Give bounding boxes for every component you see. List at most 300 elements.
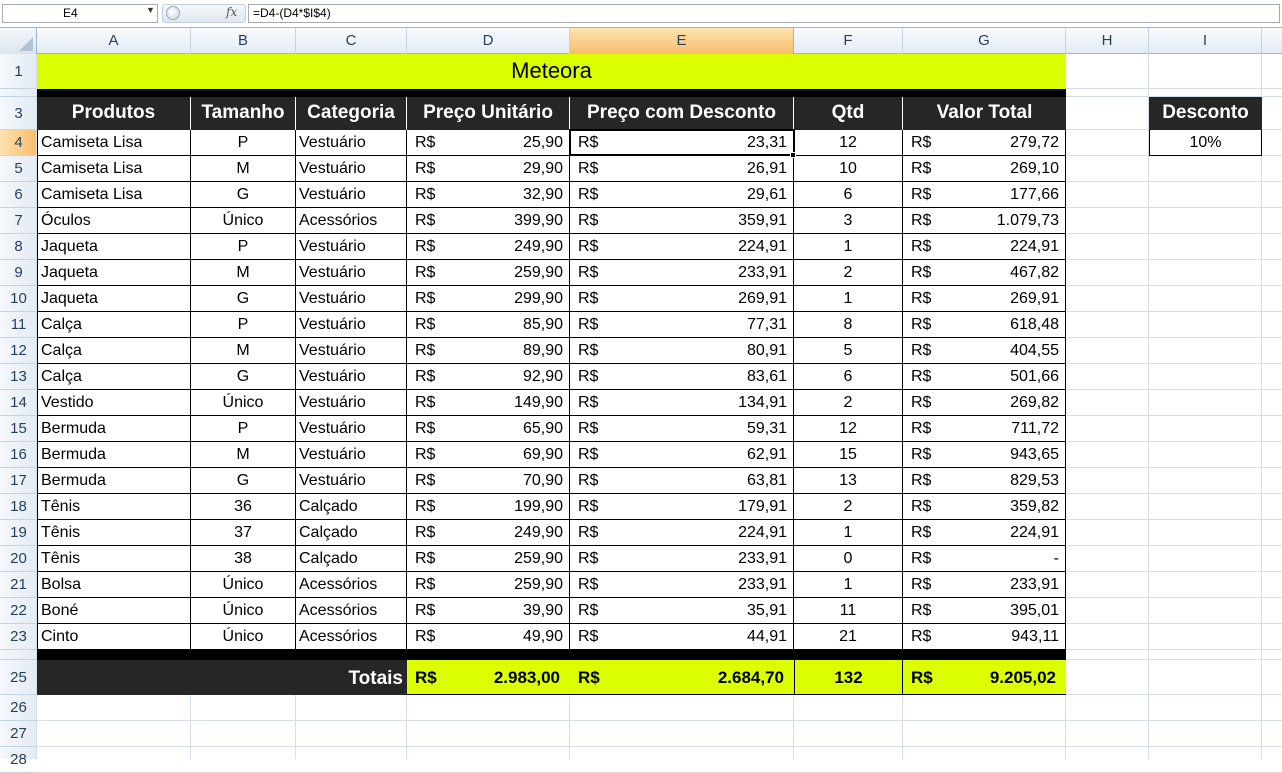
currency-symbol: R$ <box>911 628 932 645</box>
cell-produto[interactable]: Calça <box>37 364 191 390</box>
name-box[interactable]: E4 <box>2 4 158 23</box>
amount: 467,82 <box>1010 264 1059 281</box>
cell-produto[interactable]: Calça <box>37 338 191 364</box>
currency-symbol: R$ <box>911 524 932 541</box>
cell-tamanho[interactable]: 38 <box>191 546 296 572</box>
cell-preco-unitario[interactable] <box>407 338 570 364</box>
row-header-3[interactable]: 3 <box>0 97 37 130</box>
amount: 39,90 <box>522 602 563 619</box>
cell-qtd[interactable]: 2 <box>794 494 903 520</box>
cell-produto[interactable]: Camiseta Lisa <box>37 182 191 208</box>
row-header-10[interactable]: 10 <box>0 286 37 312</box>
amount: 404,55 <box>1010 342 1059 359</box>
total-qtd[interactable]: 132 <box>794 660 903 695</box>
cell-tamanho[interactable]: P <box>191 312 296 338</box>
cell-preco-desconto[interactable] <box>570 442 794 468</box>
currency-symbol: R$ <box>578 316 599 333</box>
currency-symbol: R$ <box>578 342 599 359</box>
currency-symbol: R$ <box>911 668 933 687</box>
gridline <box>1148 54 1149 759</box>
cell-tamanho[interactable]: 36 <box>191 494 296 520</box>
cell-produto[interactable]: Bolsa <box>37 572 191 598</box>
cell-preco-unitario[interactable] <box>407 546 570 572</box>
cell-categoria[interactable]: Vestuário <box>296 286 407 312</box>
cell-qtd[interactable]: 1 <box>794 286 903 312</box>
cell-preco-unitario[interactable] <box>407 312 570 338</box>
amount: 359,91 <box>738 212 787 229</box>
row-header-14[interactable]: 14 <box>0 390 37 416</box>
sheet-title[interactable]: Meteora <box>37 54 1066 89</box>
cell-preco-desconto[interactable] <box>570 572 794 598</box>
cell-qtd[interactable]: 8 <box>794 312 903 338</box>
row-header-22[interactable]: 22 <box>0 598 37 624</box>
amount: 63,81 <box>746 472 787 489</box>
formula-input[interactable]: =D4-(D4*$I$4) <box>248 4 1280 23</box>
cell-valor-total[interactable] <box>903 572 1066 598</box>
cell-categoria[interactable]: Acessórios <box>296 208 407 234</box>
currency-symbol: R$ <box>578 238 599 255</box>
cell-preco-unitario[interactable] <box>407 234 570 260</box>
cell-categoria[interactable]: Vestuário <box>296 416 407 442</box>
amount: 233,91 <box>738 264 787 281</box>
amount: 224,91 <box>1010 524 1059 541</box>
currency-symbol: R$ <box>578 134 599 151</box>
currency-symbol: R$ <box>578 602 599 619</box>
currency-symbol: R$ <box>911 394 932 411</box>
cell-produto[interactable]: Bermuda <box>37 416 191 442</box>
cell-valor-total[interactable] <box>903 598 1066 624</box>
cell-qtd[interactable]: 2 <box>794 260 903 286</box>
cell-categoria[interactable]: Vestuário <box>296 234 407 260</box>
cell-preco-desconto[interactable] <box>570 286 794 312</box>
cell-produto[interactable]: Boné <box>37 598 191 624</box>
cell-valor-total[interactable] <box>903 546 1066 572</box>
amount: 1.079,73 <box>996 212 1059 229</box>
row-header-11[interactable]: 11 <box>0 312 37 338</box>
cell-valor-total[interactable] <box>903 130 1066 156</box>
header-valor-total[interactable]: Valor Total <box>903 97 1066 130</box>
select-all-button[interactable] <box>0 28 37 54</box>
amount: 269,91 <box>738 290 787 307</box>
column-header-f[interactable]: F <box>794 28 903 54</box>
amount: 35,91 <box>746 602 787 619</box>
select-all-icon <box>19 37 33 51</box>
amount: 199,90 <box>514 498 563 515</box>
cell-preco-desconto[interactable] <box>570 416 794 442</box>
amount: 249,90 <box>514 524 563 541</box>
cell-preco-desconto[interactable] <box>570 520 794 546</box>
cell-valor-total[interactable] <box>903 156 1066 182</box>
cell-valor-total[interactable] <box>903 286 1066 312</box>
currency-symbol: R$ <box>578 472 599 489</box>
cell-preco-desconto[interactable] <box>570 182 794 208</box>
cell-categoria[interactable]: Vestuário <box>296 312 407 338</box>
cell-preco-unitario[interactable] <box>407 520 570 546</box>
currency-symbol: R$ <box>415 238 436 255</box>
discount-header[interactable]: Desconto <box>1149 97 1262 130</box>
currency-symbol: R$ <box>578 290 599 307</box>
cell-preco-desconto[interactable] <box>570 624 794 650</box>
cell-tamanho[interactable]: G <box>191 286 296 312</box>
cell-tamanho[interactable]: G <box>191 364 296 390</box>
currency-symbol: R$ <box>578 628 599 645</box>
insert-function-icon[interactable]: fx <box>226 5 238 19</box>
cell-categoria[interactable]: Vestuário <box>296 156 407 182</box>
cell-produto[interactable]: Tênis <box>37 520 191 546</box>
fill-handle[interactable] <box>790 152 796 158</box>
currency-symbol: R$ <box>415 602 436 619</box>
currency-symbol: R$ <box>578 264 599 281</box>
currency-symbol: R$ <box>911 420 932 437</box>
cell-preco-unitario[interactable] <box>407 416 570 442</box>
cell-preco-desconto[interactable] <box>570 390 794 416</box>
cell-categoria[interactable]: Acessórios <box>296 624 407 650</box>
cell-qtd[interactable]: 1 <box>794 234 903 260</box>
currency-symbol: R$ <box>415 668 437 687</box>
cell-produto[interactable]: Óculos <box>37 208 191 234</box>
cell-categoria[interactable]: Vestuário <box>296 442 407 468</box>
row-header-7[interactable]: 7 <box>0 208 37 234</box>
column-header-g[interactable]: G <box>903 28 1066 54</box>
header-categoria[interactable]: Categoria <box>296 97 407 130</box>
cell-preco-unitario[interactable] <box>407 624 570 650</box>
cell-valor-total[interactable] <box>903 494 1066 520</box>
amount: 44,91 <box>746 628 787 645</box>
cell-preco-desconto[interactable] <box>570 364 794 390</box>
row-header-8[interactable]: 8 <box>0 234 37 260</box>
amount: 85,90 <box>522 316 563 333</box>
cell-produto[interactable]: Jaqueta <box>37 260 191 286</box>
cell-preco-unitario[interactable] <box>407 442 570 468</box>
amount: 299,90 <box>514 290 563 307</box>
cell-preco-desconto[interactable] <box>570 156 794 182</box>
amount: 943,65 <box>1010 446 1059 463</box>
cell-categoria[interactable]: Vestuário <box>296 338 407 364</box>
currency-symbol: R$ <box>578 446 599 463</box>
header-preco-unitario[interactable]: Preço Unitário <box>407 97 570 130</box>
currency-symbol: R$ <box>415 420 436 437</box>
currency-symbol: R$ <box>415 576 436 593</box>
cell-tamanho[interactable]: Único <box>191 208 296 234</box>
cell-qtd[interactable]: 6 <box>794 364 903 390</box>
amount: 259,90 <box>514 550 563 567</box>
title-separator <box>37 89 1066 97</box>
cell-valor-total[interactable] <box>903 520 1066 546</box>
cell-preco-unitario[interactable] <box>407 260 570 286</box>
amount: 29,61 <box>746 186 787 203</box>
header-tamanho[interactable]: Tamanho <box>191 97 296 130</box>
cell-valor-total[interactable] <box>903 442 1066 468</box>
cell-tamanho[interactable]: 37 <box>191 520 296 546</box>
row-header-6[interactable]: 6 <box>0 182 37 208</box>
row-header-28[interactable]: 28 <box>0 747 37 773</box>
cell-produto[interactable]: Cinto <box>37 624 191 650</box>
cell-categoria[interactable]: Vestuário <box>296 390 407 416</box>
cell-preco-desconto[interactable] <box>570 598 794 624</box>
cell-preco-unitario[interactable] <box>407 208 570 234</box>
cell-preco-unitario[interactable] <box>407 468 570 494</box>
amount: 70,90 <box>522 472 563 489</box>
cell-preco-desconto[interactable] <box>570 312 794 338</box>
row-header-19[interactable]: 19 <box>0 520 37 546</box>
total-preco-desconto[interactable] <box>570 660 794 695</box>
total-preco-unitario[interactable] <box>407 660 570 695</box>
currency-symbol: R$ <box>415 134 436 151</box>
cell-qtd[interactable]: 12 <box>794 130 903 156</box>
row-header-16[interactable]: 16 <box>0 442 37 468</box>
row-header-1[interactable]: 1 <box>0 54 37 89</box>
cell-produto[interactable]: Calça <box>37 312 191 338</box>
cell-valor-total[interactable] <box>903 624 1066 650</box>
cell-tamanho[interactable]: Único <box>191 624 296 650</box>
chevron-down-icon[interactable]: ▼ <box>146 5 155 15</box>
cell-preco-desconto[interactable] <box>570 494 794 520</box>
cell-preco-unitario[interactable] <box>407 156 570 182</box>
cell-qtd[interactable]: 1 <box>794 520 903 546</box>
currency-symbol: R$ <box>415 186 436 203</box>
cell-preco-desconto[interactable] <box>570 546 794 572</box>
amount: 249,90 <box>514 238 563 255</box>
currency-symbol: R$ <box>415 446 436 463</box>
amount: - <box>1053 550 1059 567</box>
amount: 279,72 <box>1010 134 1059 151</box>
amount: 269,10 <box>1010 160 1059 177</box>
currency-symbol: R$ <box>578 420 599 437</box>
cell-produto[interactable]: Camiseta Lisa <box>37 156 191 182</box>
amount: 618,48 <box>1010 316 1059 333</box>
cell-qtd[interactable]: 5 <box>794 338 903 364</box>
column-header-c[interactable]: C <box>296 28 407 54</box>
amount: 77,31 <box>746 316 787 333</box>
amount: 49,90 <box>522 628 563 645</box>
currency-symbol: R$ <box>578 576 599 593</box>
currency-symbol: R$ <box>415 524 436 541</box>
column-header-b[interactable]: B <box>191 28 296 54</box>
cell-preco-desconto[interactable] <box>570 260 794 286</box>
cell-valor-total[interactable] <box>903 416 1066 442</box>
cell-qtd[interactable]: 2 <box>794 390 903 416</box>
currency-symbol: R$ <box>911 238 932 255</box>
worksheet-grid[interactable] <box>0 54 1282 759</box>
cell-valor-total[interactable] <box>903 338 1066 364</box>
cell-tamanho[interactable]: P <box>191 416 296 442</box>
currency-symbol: R$ <box>415 628 436 645</box>
cell-produto[interactable]: Tênis <box>37 546 191 572</box>
cell-preco-unitario[interactable] <box>407 390 570 416</box>
currency-symbol: R$ <box>911 576 932 593</box>
cell-preco-unitario[interactable] <box>407 572 570 598</box>
cell-valor-total[interactable] <box>903 182 1066 208</box>
column-header-d[interactable]: D <box>407 28 570 54</box>
currency-symbol: R$ <box>415 160 436 177</box>
column-header-e[interactable]: E <box>570 28 794 54</box>
currency-symbol: R$ <box>911 134 932 151</box>
amount: 233,91 <box>738 550 787 567</box>
cell-produto[interactable]: Jaqueta <box>37 234 191 260</box>
amount: 23,31 <box>746 134 787 151</box>
cell-produto[interactable]: Vestido <box>37 390 191 416</box>
currency-symbol: R$ <box>415 550 436 567</box>
cell-valor-total[interactable] <box>903 312 1066 338</box>
cell-qtd[interactable]: 12 <box>794 416 903 442</box>
amount: 92,90 <box>522 368 563 385</box>
currency-symbol: R$ <box>911 186 932 203</box>
cell-tamanho[interactable]: Único <box>191 390 296 416</box>
currency-symbol: R$ <box>911 290 932 307</box>
amount: 62,91 <box>746 446 787 463</box>
amount: 177,66 <box>1010 186 1059 203</box>
cell-categoria[interactable]: Vestuário <box>296 468 407 494</box>
cell-preco-desconto[interactable] <box>570 234 794 260</box>
cell-categoria[interactable]: Vestuário <box>296 260 407 286</box>
cell-categoria[interactable]: Calçado <box>296 494 407 520</box>
cell-preco-desconto[interactable] <box>570 208 794 234</box>
cell-qtd[interactable]: 1 <box>794 572 903 598</box>
row-header-25[interactable]: 25 <box>0 660 37 695</box>
cell-preco-unitario[interactable] <box>407 130 570 156</box>
cell-valor-total[interactable] <box>903 390 1066 416</box>
currency-symbol: R$ <box>911 160 932 177</box>
totals-label[interactable]: Totais <box>37 660 407 695</box>
row-header-20[interactable]: 20 <box>0 546 37 572</box>
total-valor-total[interactable] <box>903 660 1066 695</box>
cell-qtd[interactable]: 21 <box>794 624 903 650</box>
cell-tamanho[interactable]: G <box>191 468 296 494</box>
row-header-17[interactable]: 17 <box>0 468 37 494</box>
currency-symbol: R$ <box>911 602 932 619</box>
cell-qtd[interactable]: 15 <box>794 442 903 468</box>
cell-valor-total[interactable] <box>903 208 1066 234</box>
cell-categoria[interactable]: Vestuário <box>296 182 407 208</box>
cell-categoria[interactable]: Vestuário <box>296 364 407 390</box>
amount: 829,53 <box>1010 472 1059 489</box>
row-header-26[interactable]: 26 <box>0 695 37 721</box>
cell-preco-unitario[interactable] <box>407 598 570 624</box>
cell-tamanho[interactable]: Único <box>191 572 296 598</box>
currency-symbol: R$ <box>415 316 436 333</box>
cell-tamanho[interactable]: M <box>191 260 296 286</box>
row-header-23[interactable]: 23 <box>0 624 37 650</box>
cell-preco-desconto[interactable] <box>570 468 794 494</box>
cell-tamanho[interactable]: Único <box>191 598 296 624</box>
currency-symbol: R$ <box>578 160 599 177</box>
amount: 26,91 <box>746 160 787 177</box>
row-header-9[interactable]: 9 <box>0 260 37 286</box>
cell-valor-total[interactable] <box>903 468 1066 494</box>
amount: 269,82 <box>1010 394 1059 411</box>
cell-valor-total[interactable] <box>903 260 1066 286</box>
cell-categoria[interactable]: Calçado <box>296 520 407 546</box>
row-header-13[interactable]: 13 <box>0 364 37 390</box>
row-header-21[interactable]: 21 <box>0 572 37 598</box>
cell-produto[interactable]: Jaqueta <box>37 286 191 312</box>
column-header-a[interactable]: A <box>37 28 191 54</box>
cell-tamanho[interactable]: G <box>191 182 296 208</box>
cell-valor-total[interactable] <box>903 234 1066 260</box>
cell-preco-unitario[interactable] <box>407 364 570 390</box>
amount: 59,31 <box>746 420 787 437</box>
amount: 233,91 <box>1010 576 1059 593</box>
currency-symbol: R$ <box>911 368 932 385</box>
cell-produto[interactable]: Camiseta Lisa <box>37 130 191 156</box>
cell-qtd[interactable]: 10 <box>794 156 903 182</box>
currency-symbol: R$ <box>415 264 436 281</box>
cell-qtd[interactable]: 6 <box>794 182 903 208</box>
cell-produto[interactable]: Bermuda <box>37 468 191 494</box>
amount: 711,72 <box>1011 420 1059 437</box>
cell-qtd[interactable]: 3 <box>794 208 903 234</box>
currency-symbol: R$ <box>415 498 436 515</box>
header-qtd[interactable]: Qtd <box>794 97 903 130</box>
cell-tamanho[interactable]: M <box>191 156 296 182</box>
formula-bar-resize-handle[interactable] <box>166 6 180 20</box>
cell-preco-desconto[interactable] <box>570 338 794 364</box>
cell-tamanho[interactable]: P <box>191 234 296 260</box>
currency-symbol: R$ <box>578 550 599 567</box>
cell-qtd[interactable]: 11 <box>794 598 903 624</box>
cell-produto[interactable]: Tênis <box>37 494 191 520</box>
amount: 149,90 <box>514 394 563 411</box>
row-header-5[interactable]: 5 <box>0 156 37 182</box>
row-header-15[interactable]: 15 <box>0 416 37 442</box>
amount: 80,91 <box>746 342 787 359</box>
row-header-12[interactable]: 12 <box>0 338 37 364</box>
column-header-h[interactable]: H <box>1066 28 1149 54</box>
cell-categoria[interactable]: Acessórios <box>296 572 407 598</box>
column-header-i[interactable]: I <box>1149 28 1262 54</box>
header-produtos[interactable]: Produtos <box>37 97 191 130</box>
currency-symbol: R$ <box>911 212 932 229</box>
cell-qtd[interactable]: 0 <box>794 546 903 572</box>
amount: 224,91 <box>738 524 787 541</box>
cell-tamanho[interactable]: M <box>191 442 296 468</box>
currency-symbol: R$ <box>415 394 436 411</box>
amount: 69,90 <box>522 446 563 463</box>
cell-valor-total[interactable] <box>903 364 1066 390</box>
cell-categoria[interactable]: Calçado <box>296 546 407 572</box>
cell-tamanho[interactable]: P <box>191 130 296 156</box>
gridline <box>1261 54 1262 759</box>
currency-symbol: R$ <box>415 212 436 229</box>
currency-symbol: R$ <box>911 498 932 515</box>
row-header-27[interactable]: 27 <box>0 721 37 747</box>
currency-symbol: R$ <box>415 368 436 385</box>
cell-categoria[interactable]: Vestuário <box>296 130 407 156</box>
discount-value[interactable]: 10% <box>1149 130 1262 156</box>
cell-qtd[interactable]: 13 <box>794 468 903 494</box>
currency-symbol: R$ <box>911 446 932 463</box>
cell-preco-unitario[interactable] <box>407 182 570 208</box>
cell-tamanho[interactable]: M <box>191 338 296 364</box>
currency-symbol: R$ <box>578 186 599 203</box>
currency-symbol: R$ <box>578 524 599 541</box>
cell-categoria[interactable]: Acessórios <box>296 598 407 624</box>
amount: 269,91 <box>1010 290 1059 307</box>
cell-preco-unitario[interactable] <box>407 494 570 520</box>
row-header-18[interactable]: 18 <box>0 494 37 520</box>
currency-symbol: R$ <box>578 498 599 515</box>
cell-preco-desconto[interactable] <box>570 130 794 156</box>
header-preco-desconto[interactable]: Preço com Desconto <box>570 97 794 130</box>
currency-symbol: R$ <box>578 368 599 385</box>
cell-preco-unitario[interactable] <box>407 286 570 312</box>
row-header-4[interactable]: 4 <box>0 130 37 156</box>
cell-produto[interactable]: Bermuda <box>37 442 191 468</box>
totals-separator <box>37 650 1066 660</box>
currency-symbol: R$ <box>578 668 600 687</box>
amount: 259,90 <box>514 264 563 281</box>
amount: 89,90 <box>522 342 563 359</box>
